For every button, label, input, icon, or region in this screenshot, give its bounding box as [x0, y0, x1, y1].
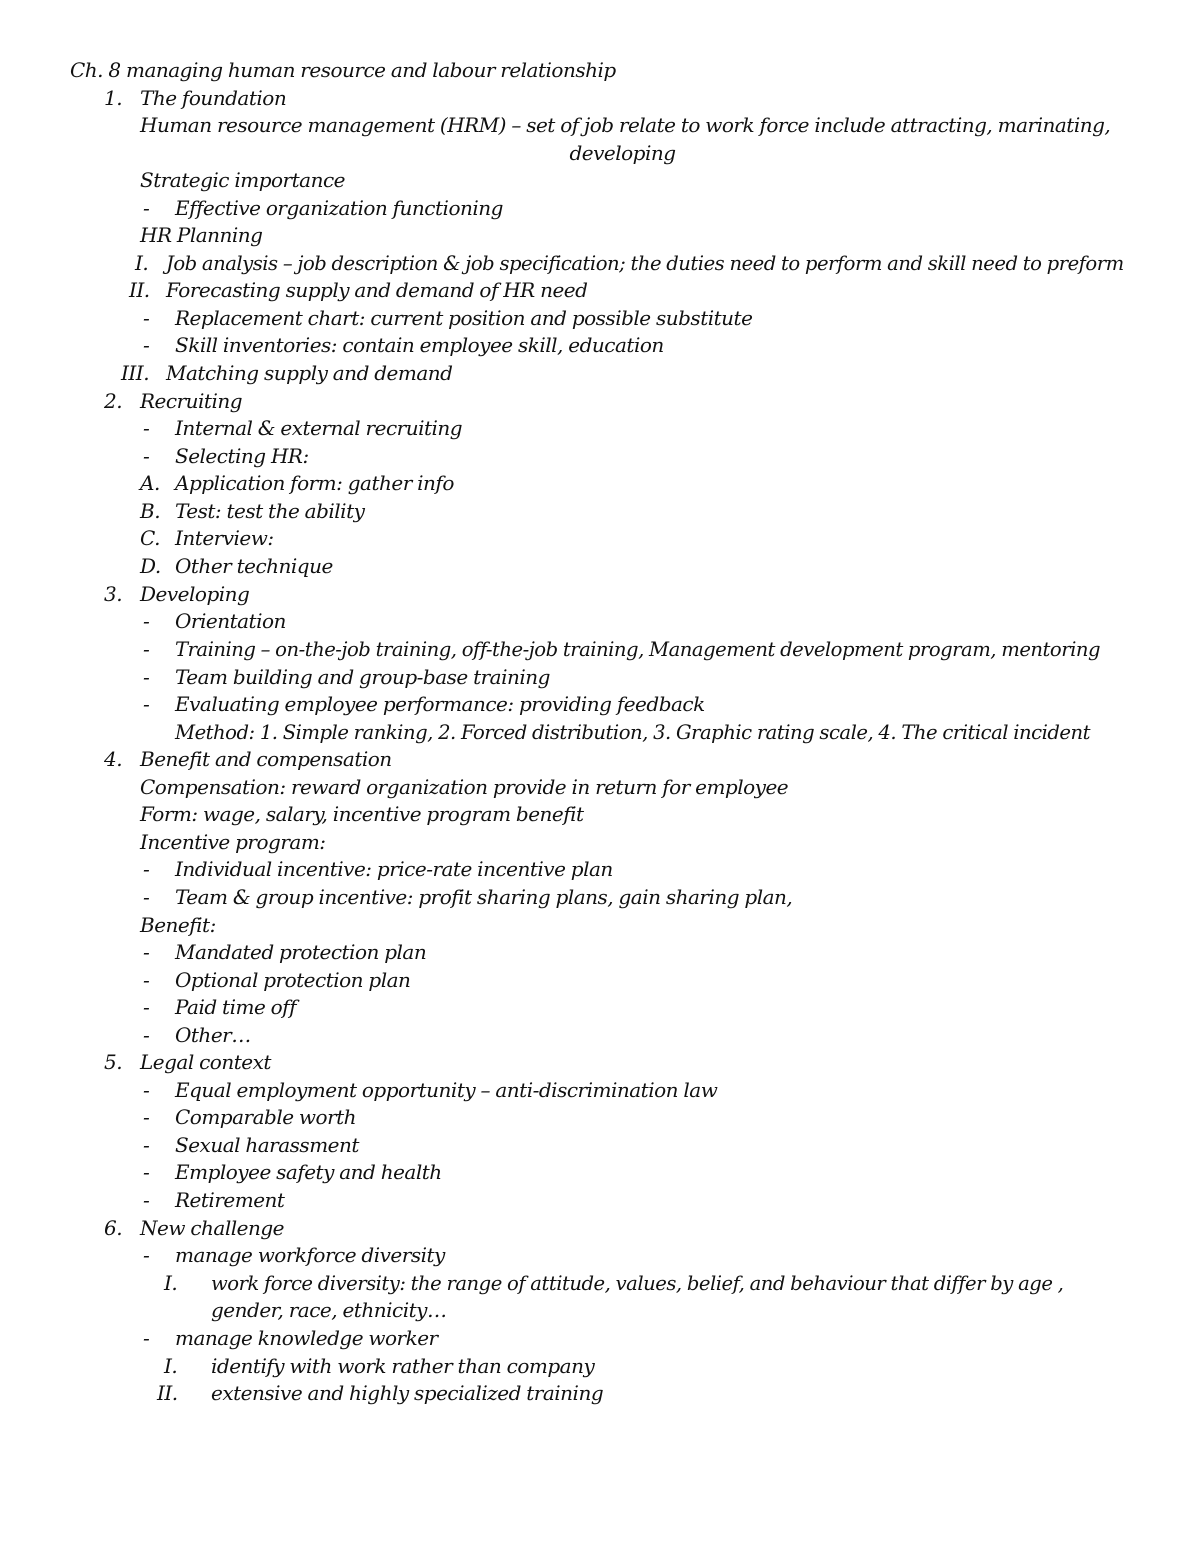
- list-marker: D.: [140, 554, 161, 578]
- section-number: 5.: [104, 1050, 123, 1074]
- list-bullet: -: [143, 885, 150, 909]
- list-bullet: -: [143, 1326, 150, 1350]
- list-bullet: -: [143, 196, 150, 220]
- list-marker: B.: [140, 499, 161, 523]
- section-number: 4.: [104, 747, 123, 771]
- section-title: Benefit and compensation: [140, 747, 392, 771]
- section-number: 1.: [104, 86, 123, 110]
- list-bullet: -: [143, 857, 150, 881]
- list-bullet: -: [143, 306, 150, 330]
- list-bullet: -: [143, 1023, 150, 1047]
- list-bullet: -: [143, 968, 150, 992]
- list-marker: II.: [129, 278, 150, 302]
- list-marker: C.: [140, 526, 160, 550]
- section-number: 6.: [104, 1216, 123, 1240]
- section-title: Developing: [140, 582, 250, 606]
- section-title: New challenge: [140, 1216, 284, 1240]
- list-bullet: -: [143, 416, 150, 440]
- list-marker: I.: [164, 1271, 178, 1295]
- list-bullet: -: [143, 1188, 150, 1212]
- section-number: 3.: [104, 582, 123, 606]
- list-bullet: -: [143, 609, 150, 633]
- section-title: Legal context: [140, 1050, 271, 1074]
- list-bullet: -: [143, 1133, 150, 1157]
- section-title: The foundation: [140, 86, 287, 110]
- list-bullet: -: [143, 1160, 150, 1184]
- list-marker: I.: [164, 1354, 178, 1378]
- list-bullet: -: [143, 665, 150, 689]
- list-bullet: -: [143, 1105, 150, 1129]
- list-marker: III.: [121, 361, 150, 385]
- list-bullet: -: [143, 1243, 150, 1267]
- list-bullet: -: [143, 444, 150, 468]
- list-bullet: -: [143, 995, 150, 1019]
- list-bullet: -: [143, 1078, 150, 1102]
- section-number: 2.: [104, 389, 123, 413]
- list-bullet: -: [143, 637, 150, 661]
- list-item: developing: [569, 141, 676, 165]
- list-marker: A.: [140, 471, 160, 495]
- list-bullet: -: [143, 692, 150, 716]
- list-marker: II.: [157, 1381, 178, 1405]
- list-marker: I.: [135, 251, 149, 275]
- list-bullet: -: [143, 333, 150, 357]
- list-bullet: -: [143, 940, 150, 964]
- document-page: Ch. 8 managing human resource and labour relationship 1. The foundation Human resource management (HRM) – set of job relate to work force include attracting, marinating, developing Strategic importance - Effective organization functioning HR Planning I. Job analysis – job description & job specification; the duties need to perform and skill need to preform II. Forecasting supply and demand of HR need - Replacement chart: current position and possible substitute - Skill inventories: contain employee skill, education III. Matching supply and demand 2. Recruiting - Internal & external recruiting - Selecting HR: A. Application form: gather info B. Test: test the ability C. Interview: D. Other technique 3. Developing - Orientation - Training – on-the-job training, off-the-job training, Management development program, mentoring - Team building and group-base training - Evaluating employee performance: providing feedback Method: 1. Simple ranking, 2. Forced distribution, 3. Graphic rating scale, 4. The critical incident 4. Benefit and compensation Compensation: reward organization provide in return for employee Form: wage, salary, incentive program benefit Incentive program: - Individual incentive: price-rate incentive plan - Team & group incentive: profit sharing plans, gain sharing plan, Benefit: - Mandated protection plan - Optional protection plan - Paid time off - Other… 5. Legal context - Equal employment opportunity – anti-discrimination law - Comparable worth - Sexual harassment - Employee safety and health - Retirement 6. New challenge - manage workforce diversity I. work force diversity: the range of attitude, values, belief, and behaviour that differ by age , gender, race, ethnicity… - manage knowledge worker I. identify with work rather than company II. extensive and highly specialized training: [70, 58, 1124, 1405]
- section-title: Recruiting: [140, 389, 243, 413]
